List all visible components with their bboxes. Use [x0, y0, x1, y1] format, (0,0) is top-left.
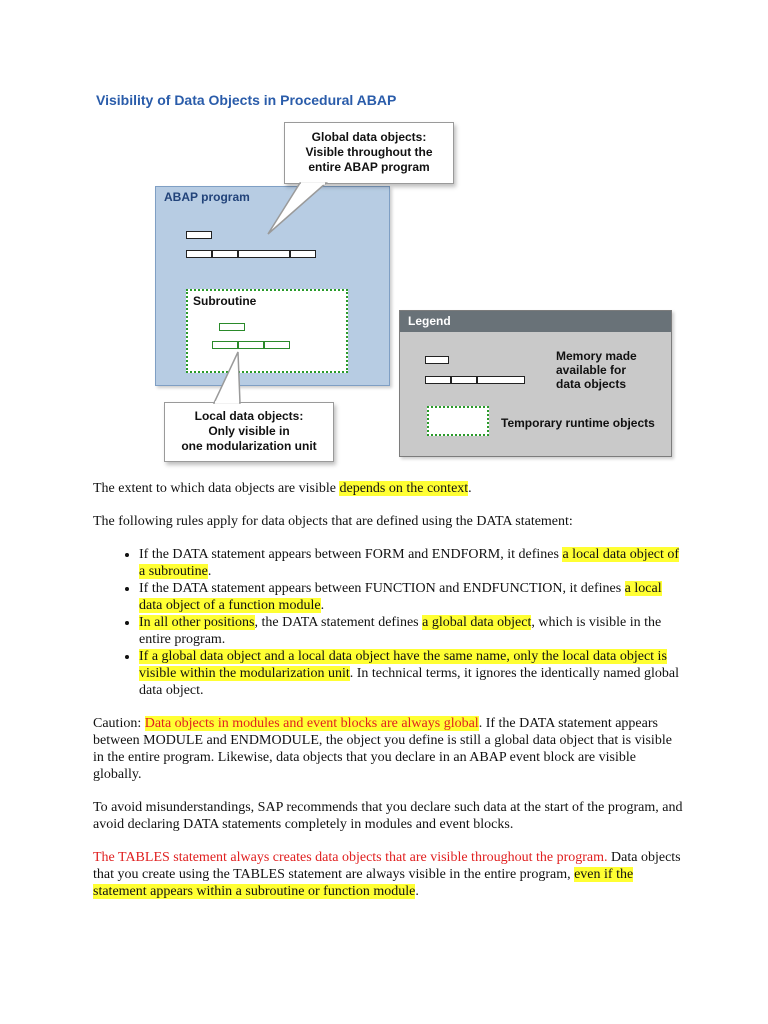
memory-block [290, 250, 316, 258]
callout-line: Visible throughout the [305, 145, 433, 159]
text-run: . [468, 481, 472, 496]
memory-block [238, 250, 290, 258]
local-data-callout [164, 402, 334, 462]
text-run: Caution: [93, 716, 145, 731]
list-item [139, 648, 683, 699]
legend-line: data objects [556, 377, 627, 391]
highlighted-text: a local data object of a subroutine [139, 547, 680, 579]
paragraph-caution [93, 715, 683, 783]
memory-block [212, 250, 238, 258]
memory-block [186, 250, 212, 258]
rules-list [93, 546, 683, 699]
text-run: . [207, 564, 212, 579]
list-item [139, 614, 683, 648]
text-run: . [415, 884, 419, 899]
callout-line: Global data objects: [311, 130, 427, 144]
legend-temporary-label: Temporary runtime objects [501, 416, 655, 430]
abap-program-label: ABAP program [164, 190, 250, 204]
legend-title: Legend [400, 311, 671, 332]
local-memory-block [212, 341, 238, 349]
highlighted-text: a global data object [422, 615, 532, 630]
subroutine-label: Subroutine [193, 294, 257, 308]
visibility-diagram [0, 0, 768, 470]
list-item [139, 580, 683, 614]
text-run: , the DATA statement defines [254, 615, 423, 630]
text-run: If the DATA statement appears between FORM and ENDFORM, it defines [139, 547, 563, 562]
highlighted-text: a local data object of a function module [139, 581, 662, 613]
red-highlighted-text: The TABLES statement always creates data objects that are visible throughout the program. [93, 850, 608, 865]
global-data-callout [284, 122, 454, 184]
local-memory-block [219, 323, 245, 331]
highlighted-text: In all other positions [139, 615, 255, 630]
highlighted-text: depends on the context [339, 481, 469, 496]
document-body [93, 480, 683, 916]
legend-line: available for [556, 363, 627, 377]
text-run: If the DATA statement appears between FUNCTION and ENDFUNCTION, it defines [139, 581, 625, 596]
paragraph-recommendation: To avoid misunderstandings, SAP recommends that you declare such data at the start of the program, and avoid declaring DATA statements completely in modules and event blocks. [93, 800, 683, 832]
text-run: . In technical terms, it ignores the identically named global data object. [139, 666, 680, 698]
callout-line: one modularization unit [181, 439, 317, 453]
callout-line: entire ABAP program [308, 160, 430, 174]
abap-program-box [155, 186, 390, 386]
diagram-title: Visibility of Data Objects in Procedural ABAP [96, 92, 397, 108]
memory-block [186, 231, 212, 239]
legend-temporary-box [427, 406, 489, 436]
legend-line: Memory made [556, 349, 637, 363]
paragraph-tables [93, 849, 683, 900]
highlighted-text: even if the statement appears within a subroutine or function module [93, 867, 634, 899]
text-run: . If the DATA statement appears between MODULE and ENDMODULE, the object you define is still a global data object that is visible in the entire program. Likewise, data objects that you declare in an ABAP event block are visible globally. [93, 716, 672, 782]
subroutine-box [186, 289, 348, 373]
legend-memory-block [425, 376, 451, 384]
highlighted-text: Data objects in modules and event blocks are always global [144, 716, 479, 731]
text-run: Data objects that you create using the TABLES statement are always visible in the entire program, [93, 850, 681, 882]
local-memory-block [238, 341, 264, 349]
legend-memory-label [556, 349, 637, 391]
text-run: , which is visible in the entire program. [139, 615, 662, 647]
text-run: The extent to which data objects are visible [93, 481, 340, 496]
highlighted-text: If a global data object and a local data object have the same name, only the local data object is visible within the modularization unit [139, 649, 667, 681]
callout-line: Only visible in [208, 424, 290, 438]
callout-line: Local data objects: [194, 409, 304, 423]
paragraph-rules-intro: The following rules apply for data objects that are defined using the DATA statement: [93, 514, 573, 529]
legend-memory-block [477, 376, 525, 384]
text-run: . [320, 598, 325, 613]
legend-memory-block [425, 356, 449, 364]
legend-memory-block [451, 376, 477, 384]
legend-box [399, 310, 672, 457]
local-memory-block [264, 341, 290, 349]
paragraph-context [93, 480, 683, 497]
list-item [139, 546, 683, 580]
